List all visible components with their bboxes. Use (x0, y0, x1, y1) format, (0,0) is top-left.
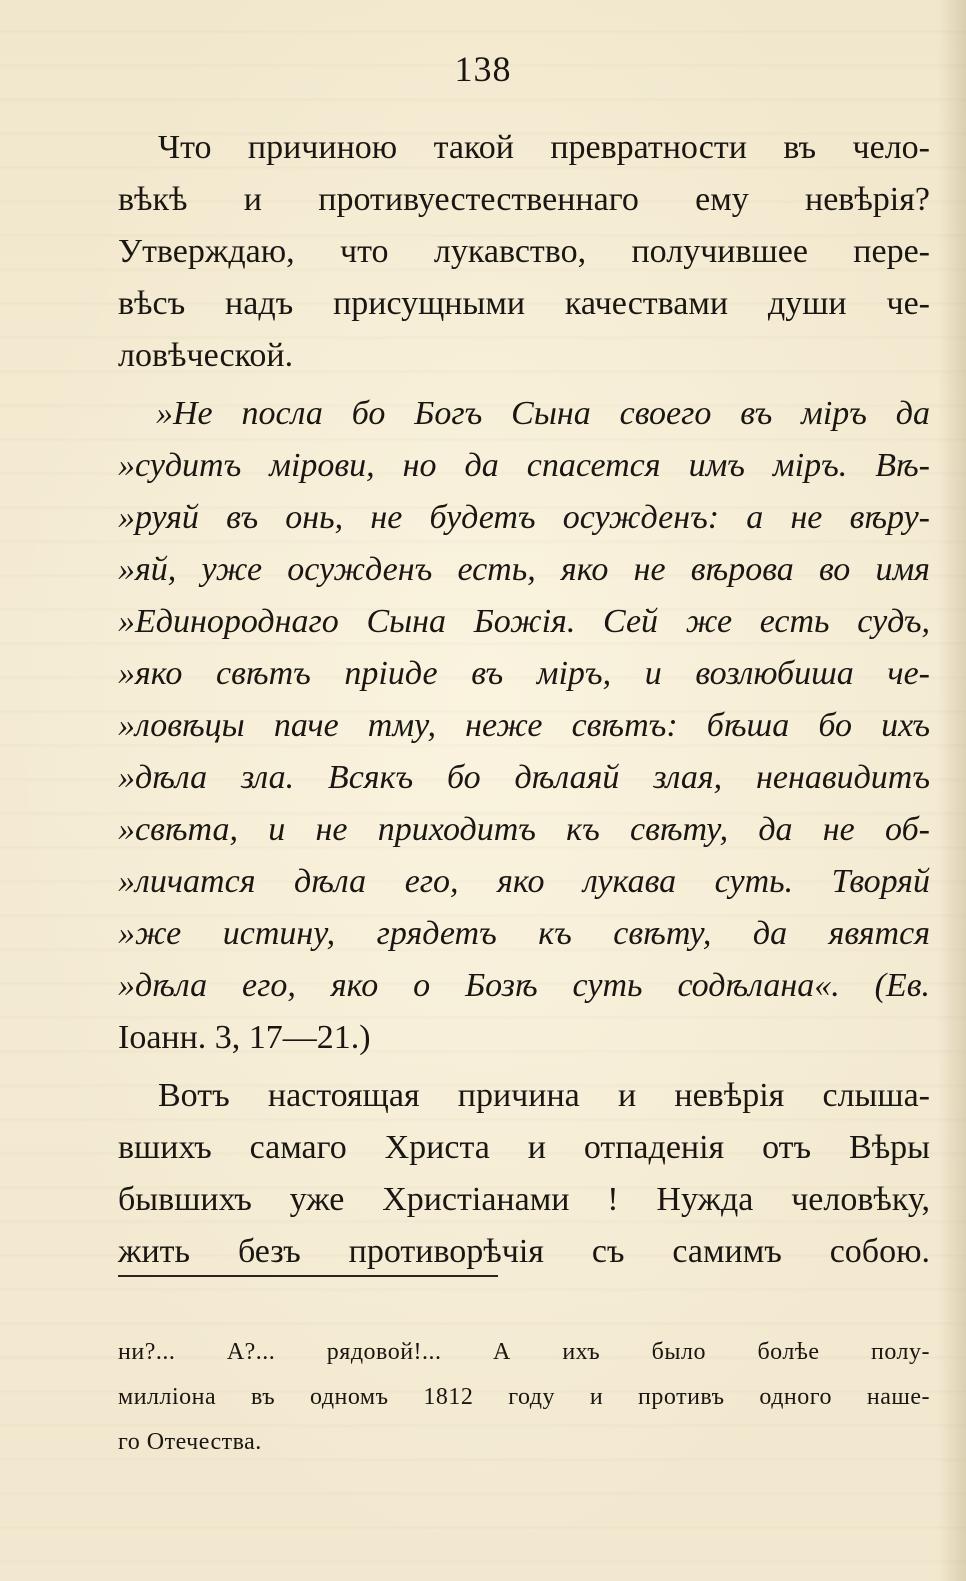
quote-line: »Не посла бо Богъ Сына своего въ міръ да (156, 395, 930, 432)
quote-line: »судитъ мірови, но да спасется имъ міръ. Вѣ- (118, 447, 930, 484)
spine-shadow (938, 0, 966, 1581)
text-line: ловѣческой. (118, 337, 294, 374)
scripture-quote (118, 388, 930, 1064)
footnote-rule (118, 1275, 498, 1277)
quote-line: »дѣла его, яко о Бозѣ суть содѣлана«. (Ев. (118, 967, 930, 1004)
text-line: вѣкѣ и противуестественнаго ему невѣрія? (118, 181, 930, 218)
quote-line: »яй, уже осужденъ есть, яко не вѣрова во имя (118, 551, 930, 588)
text-line: жить безъ противорѣчія съ самимъ собою. (118, 1233, 930, 1270)
quote-line: »ловѣцы паче тму, неже свѣтъ: бѣша бо ихъ (118, 707, 930, 744)
text-line: вѣсъ надъ присущными качествами души че- (118, 285, 930, 322)
text-line: Вотъ настоящая причина и невѣрія слыша- (158, 1077, 930, 1114)
quote-line: »личатся дѣла его, яко лукава суть. Творяй (118, 863, 930, 900)
text-line: Что причиною такой превратности въ чело- (158, 129, 930, 166)
page-number: 138 (454, 49, 512, 89)
footnote-line: милліона въ одномъ 1812 году и противъ одного нашe- (118, 1384, 930, 1410)
quote-line: »же истину, грядетъ къ свѣту, да явятся (118, 915, 930, 952)
quote-line: »дѣла зла. Всякъ бо дѣлаяй злая, ненавидитъ (118, 759, 930, 796)
quote-line: »Единороднаго Сына Божія. Сей же есть судъ, (118, 603, 930, 640)
quote-line: »свѣта, и не приходитъ къ свѣту, да не об- (118, 811, 930, 848)
quote-citation: Іоанн. 3, 17—21.) (118, 1019, 371, 1056)
body-text (118, 122, 930, 1278)
text-line: бывшихъ уже Христіанами ! Нужда человѣку, (118, 1181, 930, 1218)
footnote-line: го Отечества. (118, 1429, 262, 1455)
paragraph-3 (118, 1070, 930, 1278)
footnote (118, 1330, 930, 1465)
quote-line: »руяй въ онь, не будетъ осужденъ: а не вѣру- (118, 499, 930, 536)
text-line: вшихъ самаго Христа и отпаденія отъ Вѣры (118, 1129, 930, 1166)
footnote-line: ни?... А?... рядовой!... А ихъ было болѣе полу- (118, 1339, 930, 1365)
text-line: Утверждаю, что лукавство, получившее пере- (118, 233, 930, 270)
paragraph-1 (118, 122, 930, 382)
quote-line: »яко свѣтъ пріиде въ міръ, и возлюбиша че- (118, 655, 930, 692)
